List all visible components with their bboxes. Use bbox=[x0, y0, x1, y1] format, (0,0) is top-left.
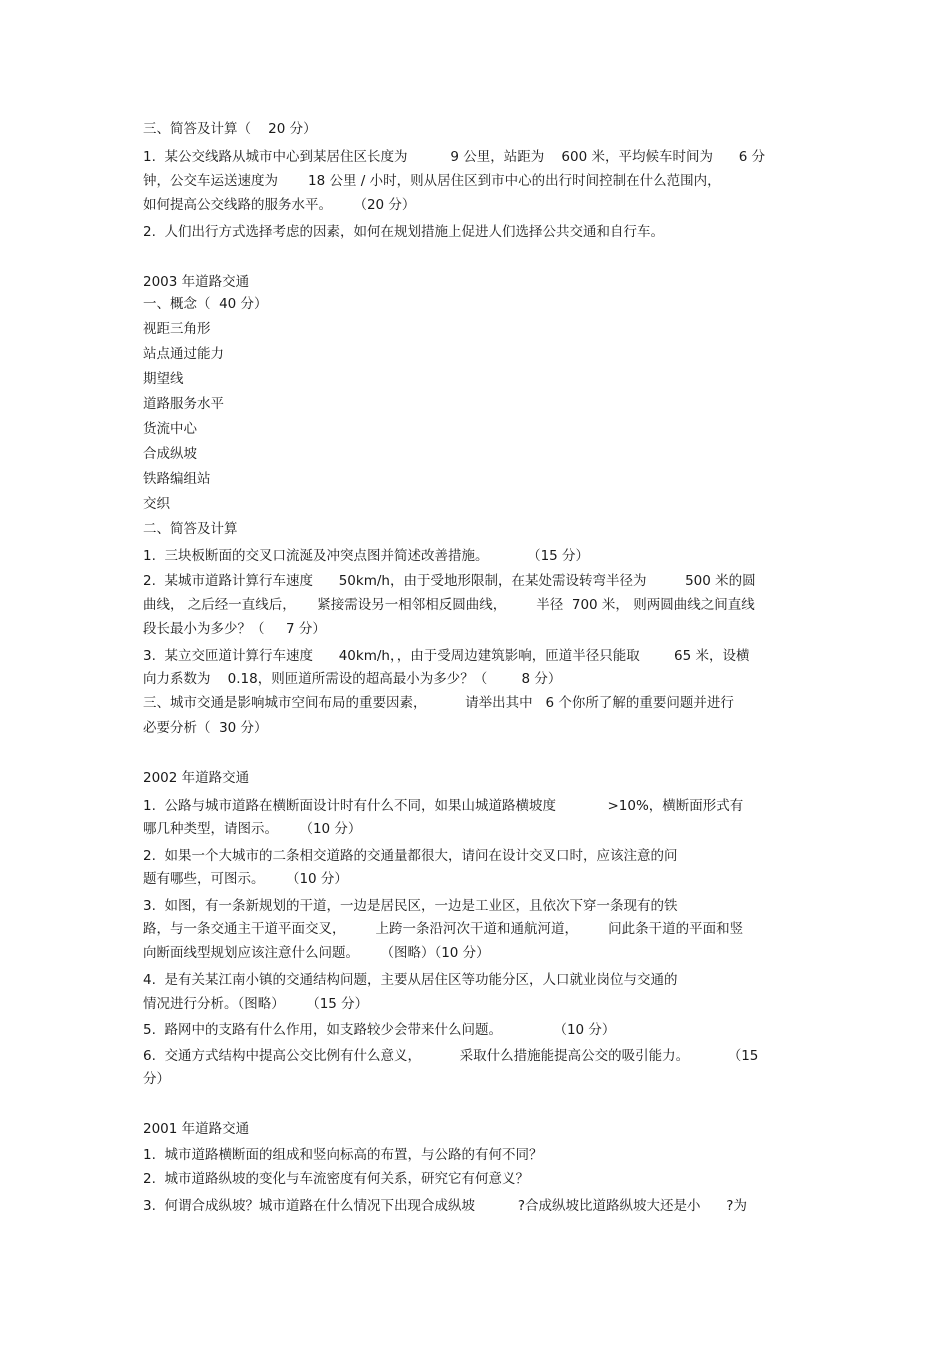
text-line: 视距三角形 bbox=[143, 321, 211, 337]
text-line: 情况进行分析。（图略） （15 分） bbox=[143, 996, 369, 1012]
text-line: 2. 如果一个大城市的二条相交道路的交通量都很大，请问在设计交叉口时，应该注意的问 bbox=[143, 848, 678, 864]
text-line: 货流中心 bbox=[143, 421, 197, 437]
text-line: 必要分析（ 30 分） bbox=[143, 720, 268, 736]
text-line: 钟，公交车运送速度为 18 公里 / 小时，则从居住区到市中心的出行时间控制在什么范围内， bbox=[143, 173, 721, 189]
text-line: 交织 bbox=[143, 496, 170, 512]
text-line: 向断面线型规划应该注意什么问题。 （图略）（10 分） bbox=[143, 945, 490, 961]
text-line: 三、简答及计算（ 20 分） bbox=[143, 121, 317, 137]
text-line: 2002 年道路交通 bbox=[143, 770, 250, 786]
text-line: 2. 某城市道路计算行车速度 50km/h，由于受地形限制，在某处需设转弯半径为 500 米的圆 bbox=[143, 573, 756, 589]
text-line: 5. 路网中的支路有什么作用，如支路较少会带来什么问题。 （10 分） bbox=[143, 1022, 616, 1038]
text-line: 道路服务水平 bbox=[143, 396, 224, 412]
text-line: 三、城市交通是影响城市空间布局的重要因素， 请举出其中 6 个你所了解的重要问题并进行 bbox=[143, 695, 734, 711]
text-line: 向力系数为 0.18，则匝道所需设的超高最小为多少？（ 8 分） bbox=[143, 671, 562, 687]
text-line: 分） bbox=[143, 1071, 170, 1087]
text-line: 站点通过能力 bbox=[143, 346, 224, 362]
text-line: 2003 年道路交通 bbox=[143, 274, 250, 290]
text-line: 3. 如图，有一条新规划的干道，一边是居民区，一边是工业区，且依次下穿一条现有的铁 bbox=[143, 898, 678, 914]
text-line: 合成纵坡 bbox=[143, 446, 197, 462]
text-line: 2001 年道路交通 bbox=[143, 1121, 250, 1137]
text-line: 2. 城市道路纵坡的变化与车流密度有何关系，研究它有何意义？ bbox=[143, 1171, 529, 1187]
text-line: 3. 何谓合成纵坡？城市道路在什么情况下出现合成纵坡 ?合成纵坡比道路纵坡大还是小 ?为 bbox=[143, 1198, 747, 1214]
text-line: 段长最小为多少？（ 7 分） bbox=[143, 621, 326, 637]
text-line: 1. 某公交线路从城市中心到某居住区长度为 9 公里，站距为 600 米，平均候车时间为 6 分 bbox=[143, 149, 766, 165]
text-line: 曲线， 之后经一直线后， 紧接需设另一相邻相反圆曲线， 半径 700 米， 则两圆曲线之间直线 bbox=[143, 597, 755, 613]
text-line: 二、简答及计算 bbox=[143, 521, 238, 537]
text-line: 如何提高公交线路的服务水平。 （20 分） bbox=[143, 197, 416, 213]
text-line: 1. 城市道路横断面的组成和竖向标高的布置，与公路的有何不同？ bbox=[143, 1147, 543, 1163]
text-line: 一、概念（ 40 分） bbox=[143, 296, 268, 312]
text-line: 1. 三块板断面的交叉口流涎及冲突点图并简述改善措施。 （15 分） bbox=[143, 548, 590, 564]
text-line: 路，与一条交通主干道平面交叉， 上跨一条沿河次干道和通航河道， 问此条干道的平面和竖 bbox=[143, 921, 744, 937]
text-line: 4. 是有关某江南小镇的交通结构问题，主要从居住区等功能分区，人口就业岗位与交通的 bbox=[143, 972, 678, 988]
text-line: 2. 人们出行方式选择考虑的因素，如何在规划措施上促进人们选择公共交通和自行车。 bbox=[143, 224, 664, 240]
text-line: 6. 交通方式结构中提高公交比例有什么意义， 采取什么措施能提高公交的吸引能力。 （15 bbox=[143, 1048, 759, 1064]
text-line: 3. 某立交匝道计算行车速度 40km/h，，由于受周边建筑影响，匝道半径只能取 65 米，设横 bbox=[143, 648, 750, 664]
text-line: 题有哪些，可图示。 （10 分） bbox=[143, 871, 348, 887]
text-line: 1. 公路与城市道路在横断面设计时有什么不同，如果山城道路横坡度 >10%，横断面形式有 bbox=[143, 798, 744, 814]
text-line: 铁路编组站 bbox=[143, 471, 211, 487]
text-line: 哪几种类型，请图示。 （10 分） bbox=[143, 821, 362, 837]
text-line: 期望线 bbox=[143, 371, 184, 387]
